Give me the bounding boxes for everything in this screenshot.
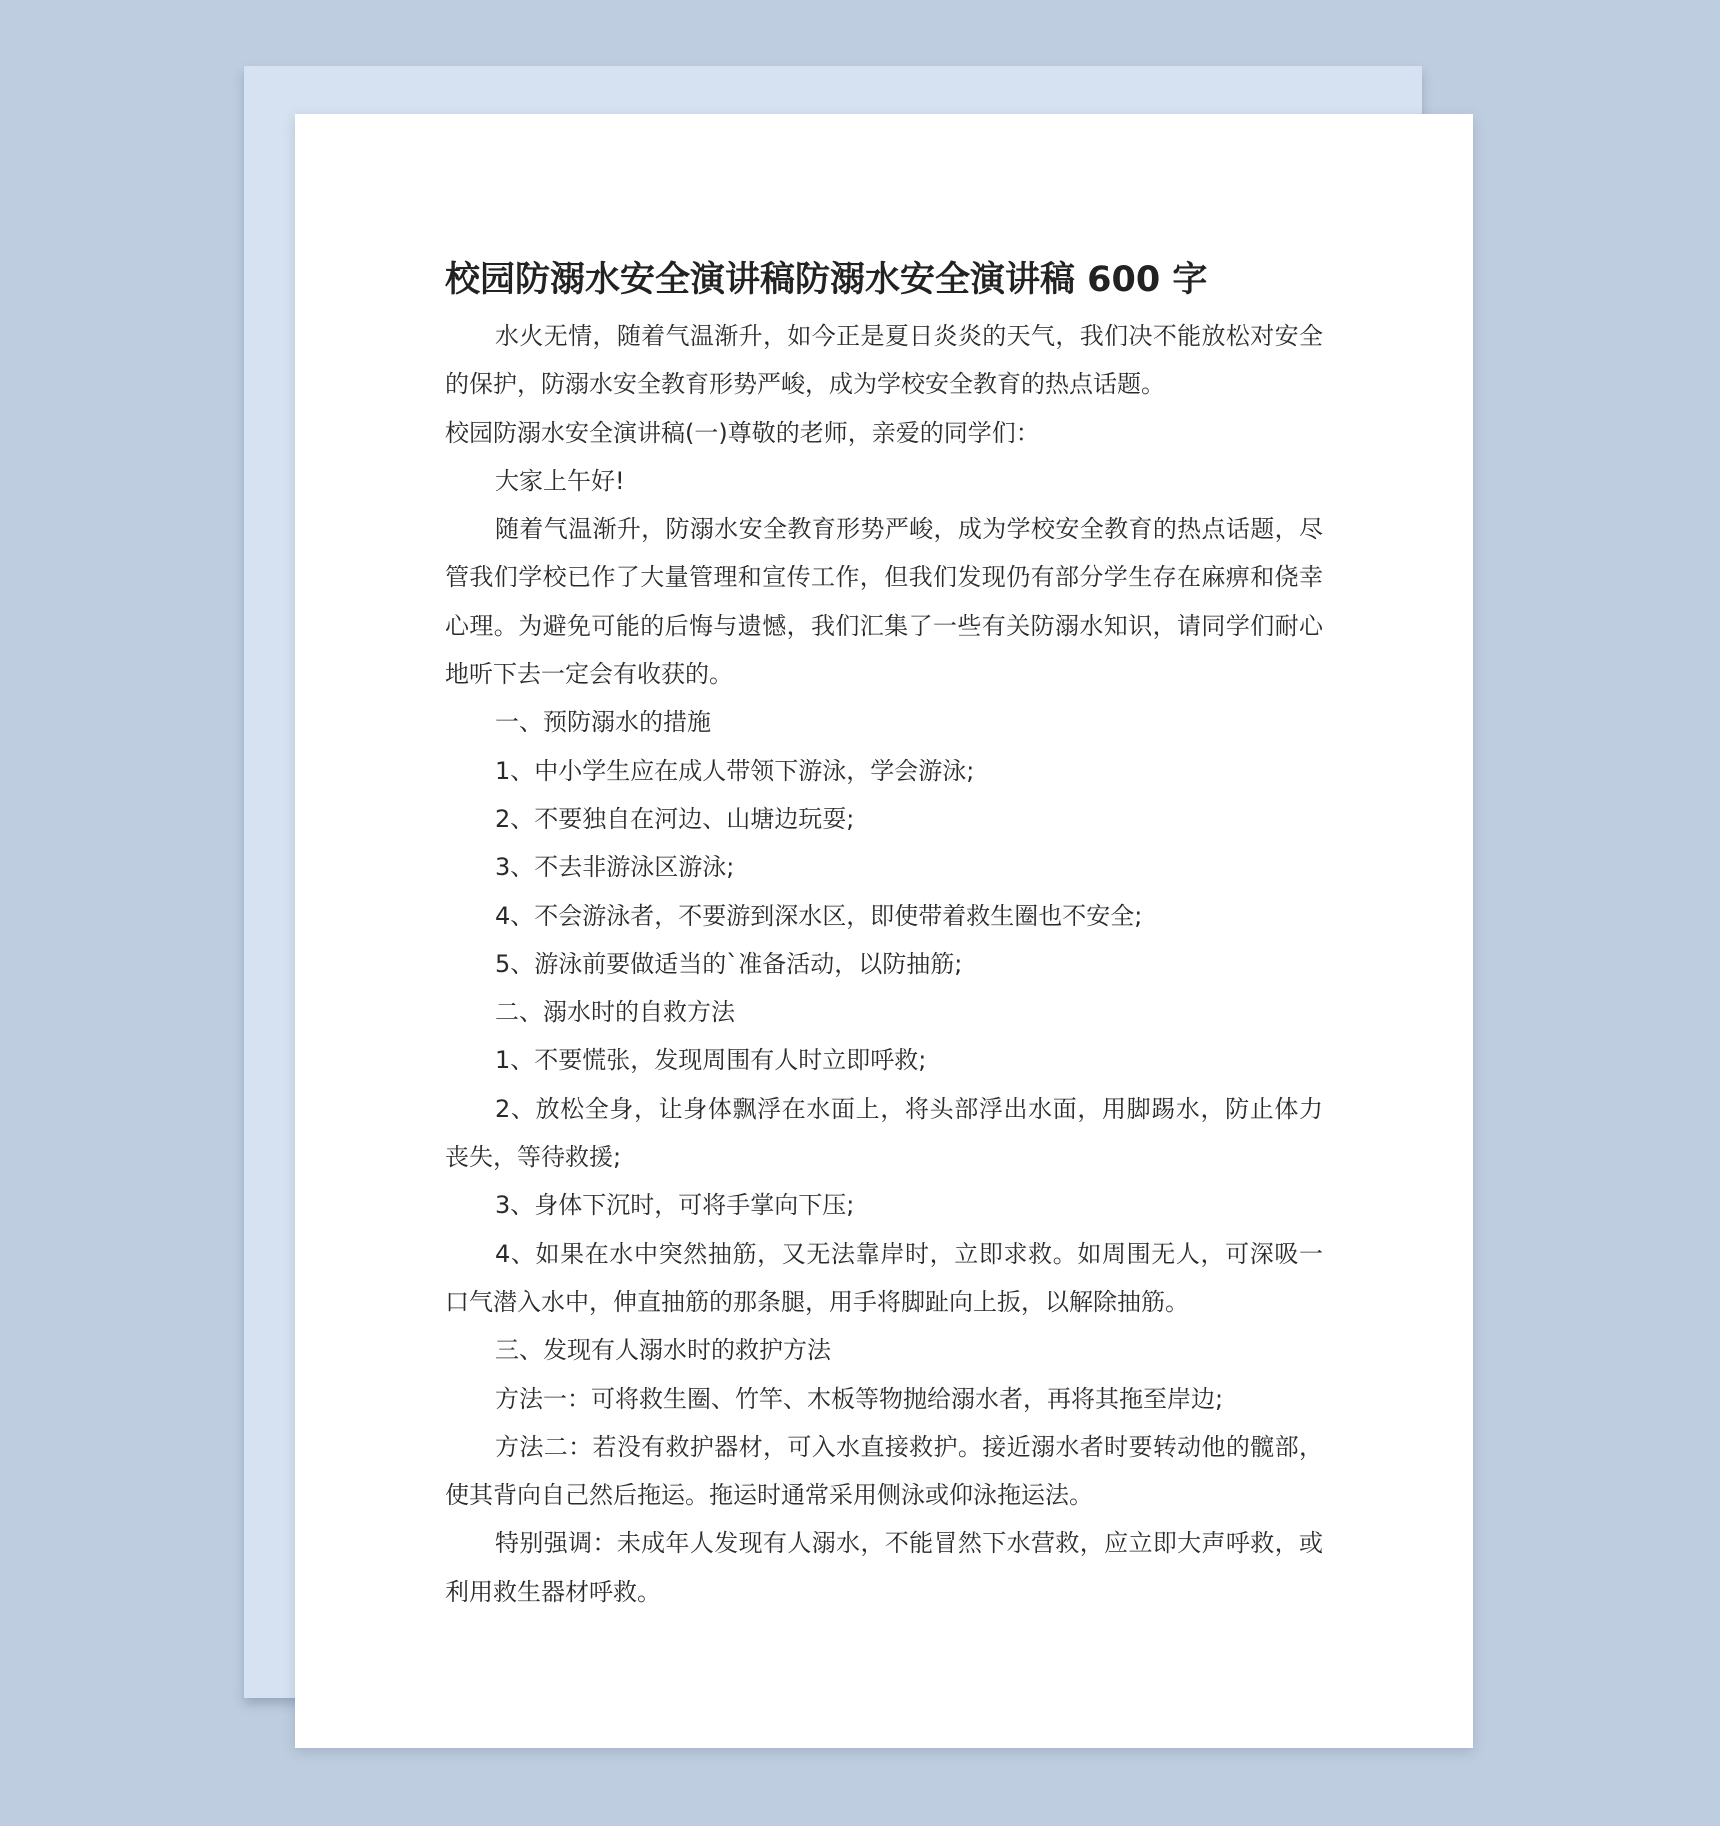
paragraph: 4、如果在水中突然抽筋，又无法靠岸时，立即求救。如周围无人，可深吸一口气潜入水中，伸直抽筋的那条腿，用手将脚趾向上扳，以解除抽筋。: [445, 1239, 1323, 1316]
document-body: [445, 256, 1323, 1616]
document-title: 校园防溺水安全演讲稿防溺水安全演讲稿 600 字: [445, 260, 1208, 300]
paragraph: 校园防溺水安全演讲稿(一)尊敬的老师，亲爱的同学们：: [445, 418, 1040, 447]
paragraph: 水火无情，随着气温渐升，如今正是夏日炎炎的天气，我们决不能放松对安全的保护，防溺水安全教育形势严峻，成为学校安全教育的热点话题。: [445, 322, 1323, 399]
paragraph: 1、不要慌张，发现周围有人时立即呼救;: [495, 1046, 927, 1075]
paragraph: 3、身体下沉时，可将手掌向下压;: [495, 1191, 855, 1220]
paragraph: 2、放松全身，让身体飘浮在水面上，将头部浮出水面，用脚踢水，防止体力丧失，等待救援;: [445, 1094, 1323, 1172]
paragraph: 5、游泳前要做适当的`准备活动，以防抽筋;: [495, 949, 963, 978]
paragraph: 二、溺水时的自救方法: [495, 998, 735, 1027]
paragraph: 三、发现有人溺水时的救护方法: [495, 1336, 831, 1365]
paragraph: 4、不会游泳者，不要游到深水区，即使带着救生圈也不安全;: [495, 901, 1143, 930]
paragraph: 1、中小学生应在成人带领下游泳，学会游泳;: [495, 756, 975, 785]
paragraph: 方法一：可将救生圈、竹竿、木板等物抛给溺水者，再将其拖至岸边;: [495, 1384, 1224, 1413]
document-page: [295, 114, 1473, 1748]
paragraph: 大家上午好!: [495, 466, 625, 495]
paragraph: 随着气温渐升，防溺水安全教育形势严峻，成为学校安全教育的热点话题，尽管我们学校已作了大量管理和宣传工作，但我们发现仍有部分学生存在麻痹和侥幸心理。为避免可能的后悔与遗憾，我们汇集了一些有关防溺水知识，请同学们耐心地听下去一定会有收获的。: [445, 515, 1323, 689]
paragraph: 2、不要独自在河边、山塘边玩耍;: [495, 804, 855, 833]
paragraph: 方法二：若没有救护器材，可入水直接救护。接近溺水者时要转动他的髋部，使其背向自己然后拖运。拖运时通常采用侧泳或仰泳拖运法。: [445, 1432, 1323, 1510]
paragraph: 一、预防溺水的措施: [495, 708, 711, 737]
paragraph: 3、不去非游泳区游泳;: [495, 853, 735, 882]
paragraph-list: [445, 312, 1323, 1616]
paragraph: 特别强调：未成年人发现有人溺水，不能冒然下水营救，应立即大声呼救，或利用救生器材呼救。: [445, 1529, 1323, 1606]
